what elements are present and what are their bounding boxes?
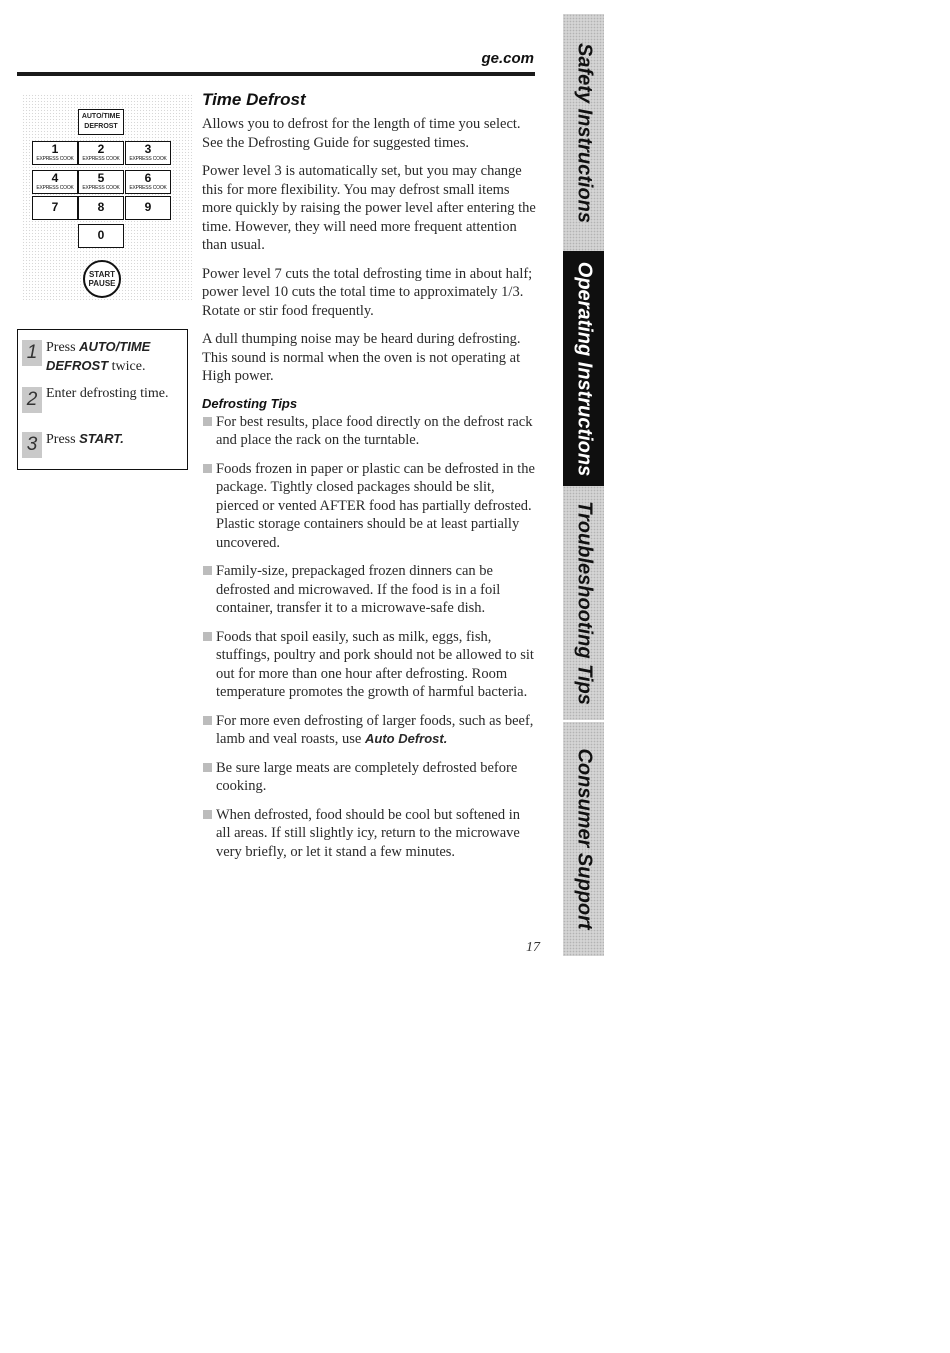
key-0: 0 [78, 224, 124, 248]
key-6: 6 EXPRESS COOK [125, 170, 171, 194]
tab-consumer-support[interactable]: Consumer Support [563, 722, 604, 956]
bullet-icon [203, 810, 212, 819]
key-1: 1 EXPRESS COOK [32, 141, 78, 165]
tip-item: Foods frozen in paper or plastic can be defrosted in the package. Tightly closed packages should be slit, pierced or vented AFTER food has partially defrosted. Plastic storage containers should be at least partially uncovered. [202, 460, 538, 553]
tip-item: Be sure large meats are completely defrosted before cooking. [202, 759, 538, 796]
bullet-icon [203, 716, 212, 725]
step-number: 2 [22, 387, 42, 413]
paragraph: A dull thumping noise may be heard during defrosting. This sound is normal when the oven is not operating at High power. [202, 331, 521, 384]
tab-troubleshooting-tips[interactable]: Troubleshooting Tips [563, 486, 604, 720]
tips-title: Defrosting Tips [202, 395, 298, 411]
tip-item: Foods that spoil easily, such as milk, eggs, fish, stuffings, poultry and pork should not be allowed to sit out for more than one hour after defrosting. Room temperature promotes the growth of harmful bacteria. [202, 628, 538, 702]
step-number: 1 [22, 340, 42, 366]
key-4: 4 EXPRESS COOK [32, 170, 78, 194]
tab-operating-instructions[interactable]: Operating Instructions [563, 251, 604, 486]
key-3: 3 EXPRESS COOK [125, 141, 171, 165]
tip-item: When defrosted, food should be cool but softened in all areas. If still slightly icy, return to the microwave very briefly, or let it stand a few minutes. [202, 806, 538, 862]
site-url: ge.com [481, 50, 534, 67]
main-content [202, 90, 538, 871]
paragraph: Allows you to defrost for the length of time you select. See the Defrosting Guide for suggested times. [202, 116, 521, 151]
paragraph: Power level 7 cuts the total defrosting time in about half; power level 10 cuts the total time to approximately 1/3. Rotate or stir food frequently. [202, 265, 533, 319]
key-8: 8 [78, 196, 124, 220]
page-number: 17 [526, 940, 540, 955]
key-5: 5 EXPRESS COOK [78, 170, 124, 194]
section-title: Time Defrost [202, 90, 306, 109]
bullet-icon [203, 417, 212, 426]
section-tabs [563, 14, 604, 956]
tip-item: For best results, place food directly on the defrost rack and place the rack on the turntable. [202, 413, 538, 450]
bullet-icon [203, 566, 212, 575]
tip-item: For more even defrosting of larger foods, such as beef, lamb and veal roasts, use Auto Defrost. [202, 712, 538, 749]
header-rule [17, 72, 535, 76]
steps-box: 1 Press AUTO/TIME DEFROST twice. 2 Enter defrosting time. 3 Press START. [17, 329, 188, 470]
auto-time-defrost-key: AUTO/TIME DEFROST [78, 109, 124, 135]
bullet-icon [203, 763, 212, 772]
bullet-icon [203, 632, 212, 641]
bullet-icon [203, 464, 212, 473]
key-2: 2 EXPRESS COOK [78, 141, 124, 165]
tab-safety-instructions[interactable]: Safety Instructions [563, 14, 604, 251]
start-pause-key: START PAUSE [83, 260, 121, 298]
step-number: 3 [22, 432, 42, 458]
keypad-illustration [22, 94, 192, 300]
tip-item: Family-size, prepackaged frozen dinners can be defrosted and microwaved. If the food is in a foil container, transfer it to a microwave-safe dish. [202, 562, 538, 618]
key-9: 9 [125, 196, 171, 220]
paragraph: Power level 3 is automatically set, but you may change this for more flexibility. You may defrost small items more quickly by raising the power level after entering the time. However, they will need more frequent attention than usual. [202, 163, 536, 253]
key-7: 7 [32, 196, 78, 220]
